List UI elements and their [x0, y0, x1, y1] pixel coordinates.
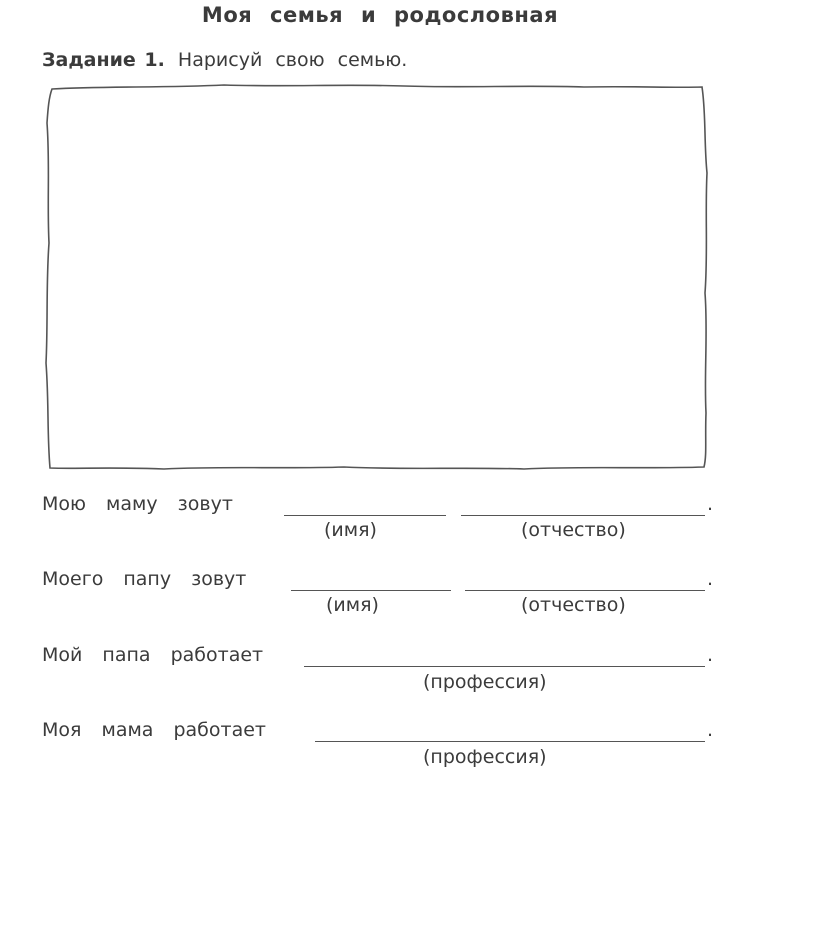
task-number: Задание 1. [42, 49, 165, 71]
dad-first-name-caption: (имя) [326, 594, 379, 616]
dad-name-period: . [707, 568, 714, 590]
dad-patronymic-caption: (отчество) [521, 594, 626, 616]
dad-first-name-field[interactable] [291, 590, 451, 591]
mom-patronymic-field[interactable] [461, 515, 705, 516]
task-text: Нарисуй свою семью. [177, 49, 408, 71]
dad-profession-caption: (профессия) [423, 671, 547, 693]
drawing-frame-border [46, 85, 707, 469]
mom-name-period: . [707, 493, 714, 515]
dad-patronymic-field[interactable] [465, 590, 705, 591]
mom-profession-field[interactable] [315, 741, 705, 742]
dad-job-period: . [707, 644, 714, 666]
dad-job-label: Мой папа работает [42, 644, 264, 666]
task-heading [42, 49, 407, 71]
drawing-frame[interactable] [44, 83, 712, 473]
mom-first-name-field[interactable] [284, 515, 446, 516]
mom-job-label: Моя мама работает [42, 719, 266, 741]
mom-profession-caption: (профессия) [423, 746, 547, 768]
mom-name-label: Мою маму зовут [42, 493, 233, 515]
dad-name-label: Моего папу зовут [42, 568, 247, 590]
page-title: Моя семья и родословная [201, 3, 559, 27]
mom-first-name-caption: (имя) [324, 519, 377, 541]
mom-job-period: . [707, 719, 714, 741]
dad-profession-field[interactable] [304, 666, 705, 667]
mom-patronymic-caption: (отчество) [521, 519, 626, 541]
